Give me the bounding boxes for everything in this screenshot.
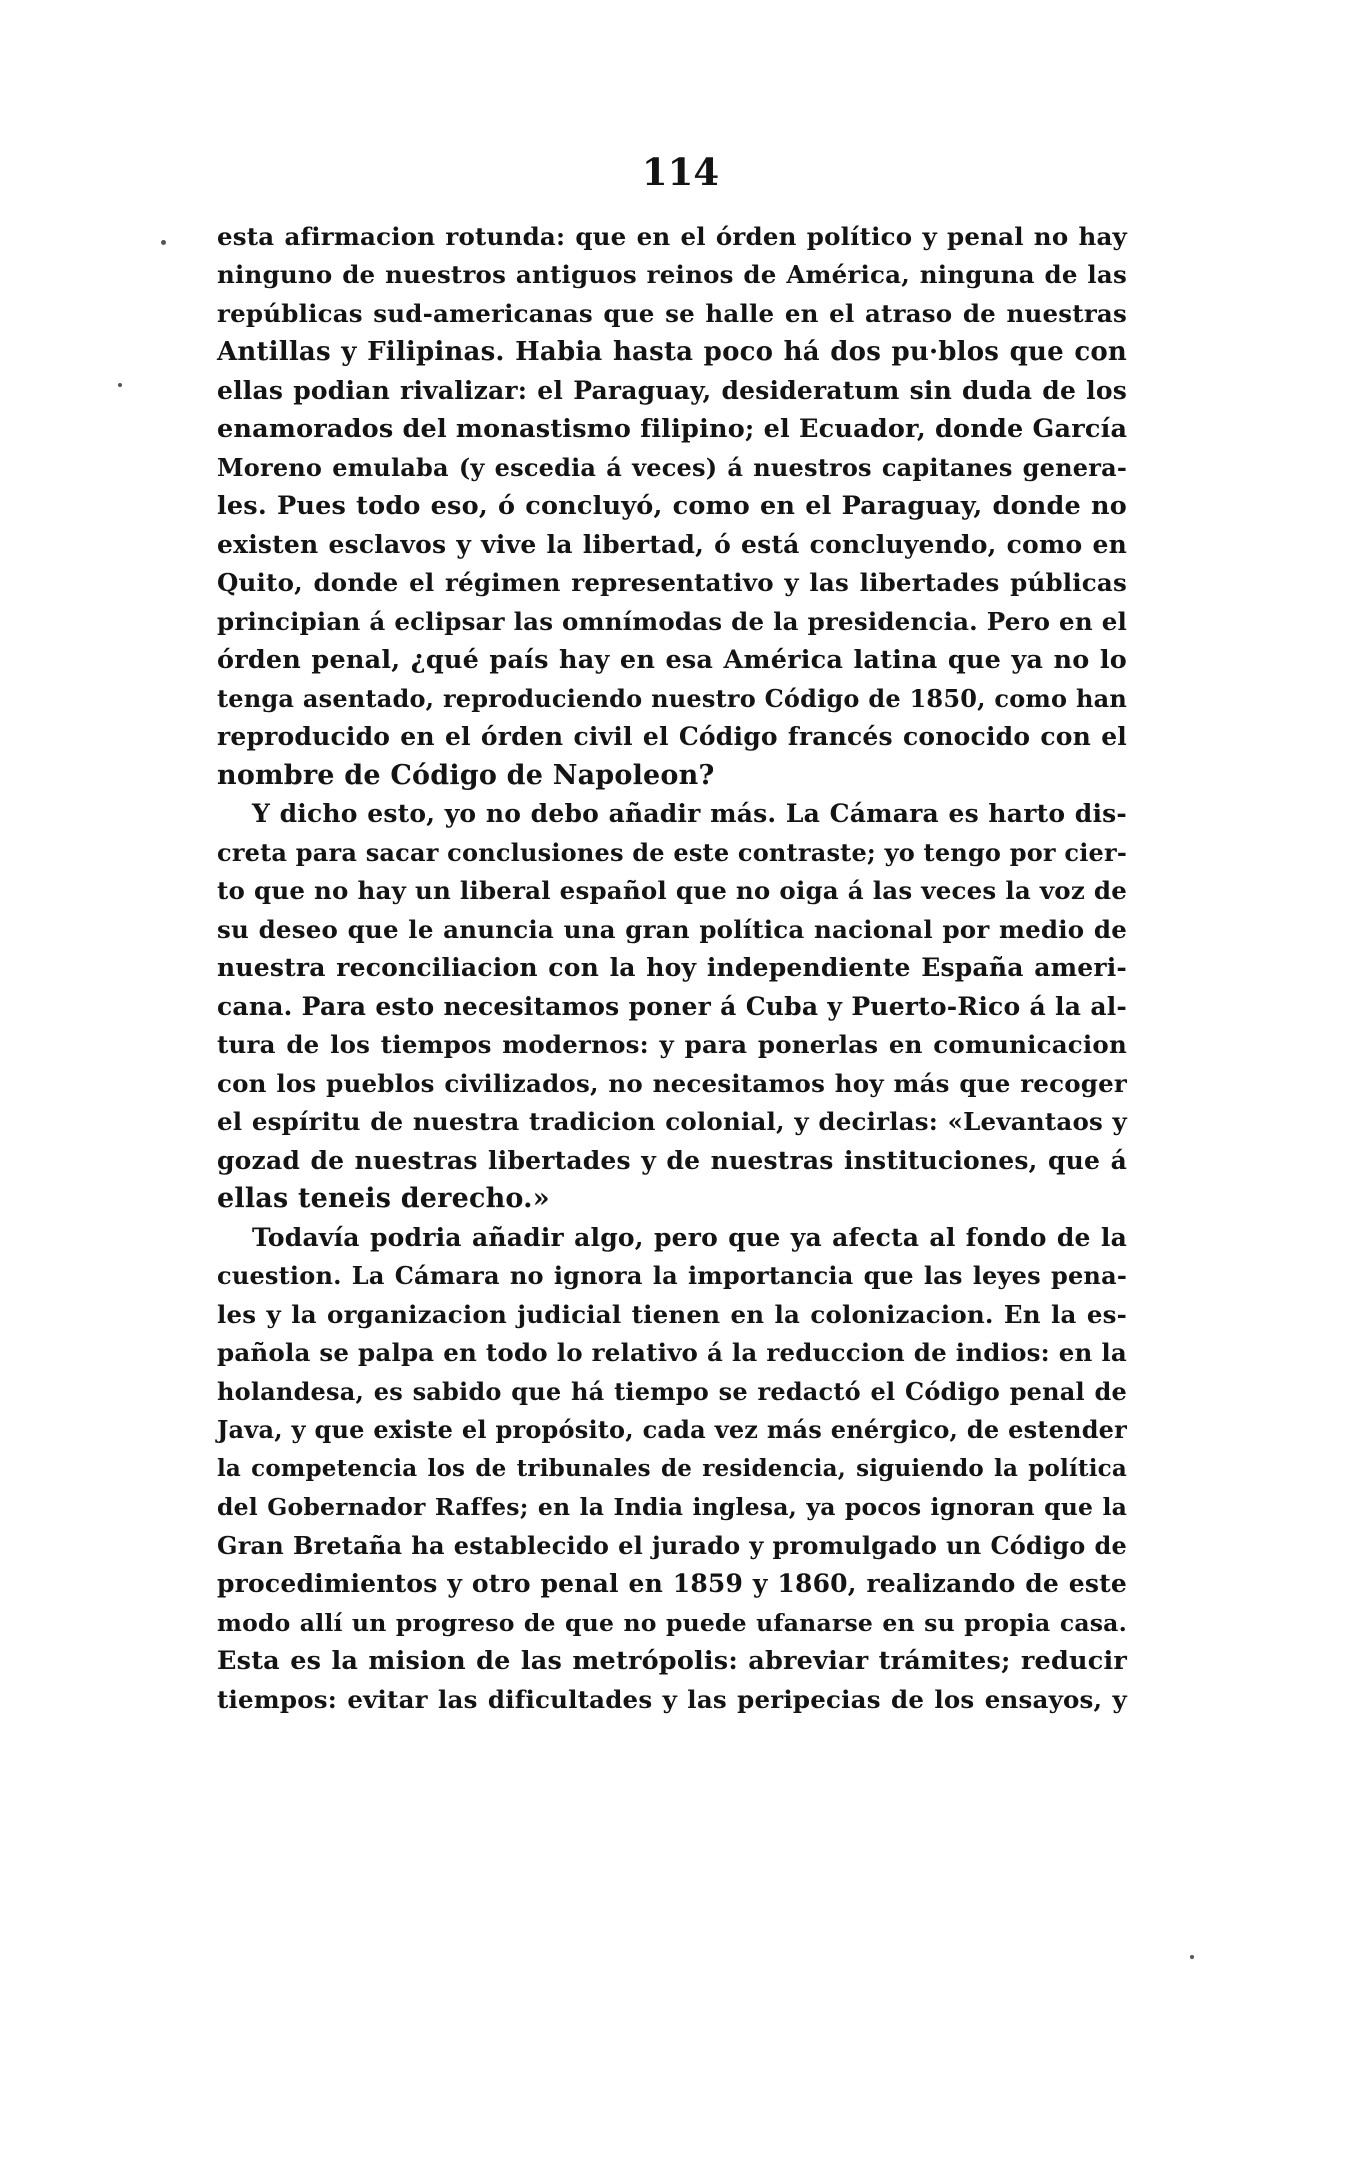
text-line: modo allí un progreso de que no puede ufanarse en su propia casa. bbox=[217, 1609, 1127, 1637]
text-line: órden penal, ¿qué país hay en esa América latina que ya no lo bbox=[217, 645, 1127, 675]
text-line: pañola se palpa en todo lo relativo á la reduccion de indios: en la bbox=[217, 1338, 1127, 1367]
text-line: el espíritu de nuestra tradicion colonial, y decirlas: «Levantaos y bbox=[217, 1107, 1127, 1136]
text-line: creta para sacar conclusiones de este contraste; yo tengo por cier- bbox=[217, 838, 1127, 867]
text-line: Gran Bretaña ha establecido el jurado y promulgado un Código de bbox=[217, 1531, 1127, 1560]
print-speck bbox=[118, 383, 122, 387]
text-line: cuestion. La Cámara no ignora la importancia que las leyes pena- bbox=[217, 1261, 1127, 1290]
text-line: repúblicas sud-americanas que se halle en el atraso de nuestras bbox=[217, 299, 1127, 328]
text-line: del Gobernador Raffes; en la India inglesa, ya pocos ignoran que la bbox=[217, 1493, 1127, 1521]
text-line: les. Pues todo eso, ó concluyó, como en el Paraguay, donde no bbox=[217, 491, 1127, 521]
text-line: nombre de Código de Napoleon? bbox=[217, 760, 715, 791]
text-line: tenga asentado, reproduciendo nuestro Código de 1850, como han bbox=[217, 684, 1127, 713]
page-number: 114 bbox=[641, 150, 720, 194]
text-line: les y la organizacion judicial tienen en la colonizacion. En la es- bbox=[217, 1300, 1127, 1329]
text-line: nuestra reconciliacion con la hoy independiente España ameri- bbox=[217, 953, 1127, 982]
print-speck bbox=[161, 240, 166, 245]
text-line: Moreno emulaba (y escedia á veces) á nuestros capitanes genera- bbox=[217, 453, 1127, 482]
text-line: holandesa, es sabido que há tiempo se redactó el Código penal de bbox=[217, 1377, 1127, 1406]
text-line: cana. Para esto necesitamos poner á Cuba y Puerto-Rico á la al- bbox=[217, 992, 1127, 1021]
text-line: to que no hay un liberal español que no oiga á las veces la voz de bbox=[217, 876, 1127, 905]
text-line: procedimientos y otro penal en 1859 y 1860, realizando de este bbox=[217, 1569, 1127, 1598]
paragraph-first-line: Todavía podria añadir algo, pero que ya afecta al fondo de la bbox=[252, 1223, 1127, 1252]
paragraph-first-line: Y dicho esto, yo no debo añadir más. La Cámara es harto dis- bbox=[252, 799, 1127, 828]
text-line: ninguno de nuestros antiguos reinos de América, ninguna de las bbox=[217, 260, 1127, 289]
text-line: su deseo que le anuncia una gran política nacional por medio de bbox=[217, 915, 1127, 944]
text-line: tura de los tiempos modernos: y para ponerlas en comunicacion bbox=[217, 1030, 1127, 1059]
text-line: ellas podian rivalizar: el Paraguay, desideratum sin duda de los bbox=[217, 376, 1127, 405]
text-line: Antillas y Filipinas. Habia hasta poco há dos pu·blos que con bbox=[217, 337, 1127, 367]
text-line: principian á eclipsar las omnímodas de la presidencia. Pero en el bbox=[217, 607, 1127, 636]
text-line: Quito, donde el régimen representativo y las libertades públicas bbox=[217, 568, 1127, 597]
text-line: Esta es la mision de las metrópolis: abreviar trámites; reducir bbox=[217, 1646, 1127, 1676]
text-line: esta afirmacion rotunda: que en el órden político y penal no hay bbox=[217, 222, 1127, 251]
text-line: la competencia los de tribunales de residencia, siguiendo la política bbox=[217, 1455, 1127, 1482]
text-line: reproducido en el órden civil el Código francés conocido con el bbox=[217, 722, 1127, 751]
text-line: Java, y que existe el propósito, cada vez más enérgico, de estender bbox=[217, 1415, 1127, 1444]
print-speck bbox=[1190, 1955, 1194, 1959]
text-line: tiempos: evitar las dificultades y las peripecias de los ensayos, y bbox=[217, 1685, 1127, 1714]
text-line: enamorados del monastismo filipino; el Ecuador, donde García bbox=[217, 414, 1128, 444]
text-line: existen esclavos y vive la libertad, ó está concluyendo, como en bbox=[217, 530, 1127, 559]
text-line: gozad de nuestras libertades y de nuestras instituciones, que á bbox=[217, 1146, 1127, 1175]
text-line: ellas teneis derecho.» bbox=[217, 1183, 550, 1214]
text-line: con los pueblos civilizados, no necesitamos hoy más que recoger bbox=[217, 1069, 1127, 1098]
